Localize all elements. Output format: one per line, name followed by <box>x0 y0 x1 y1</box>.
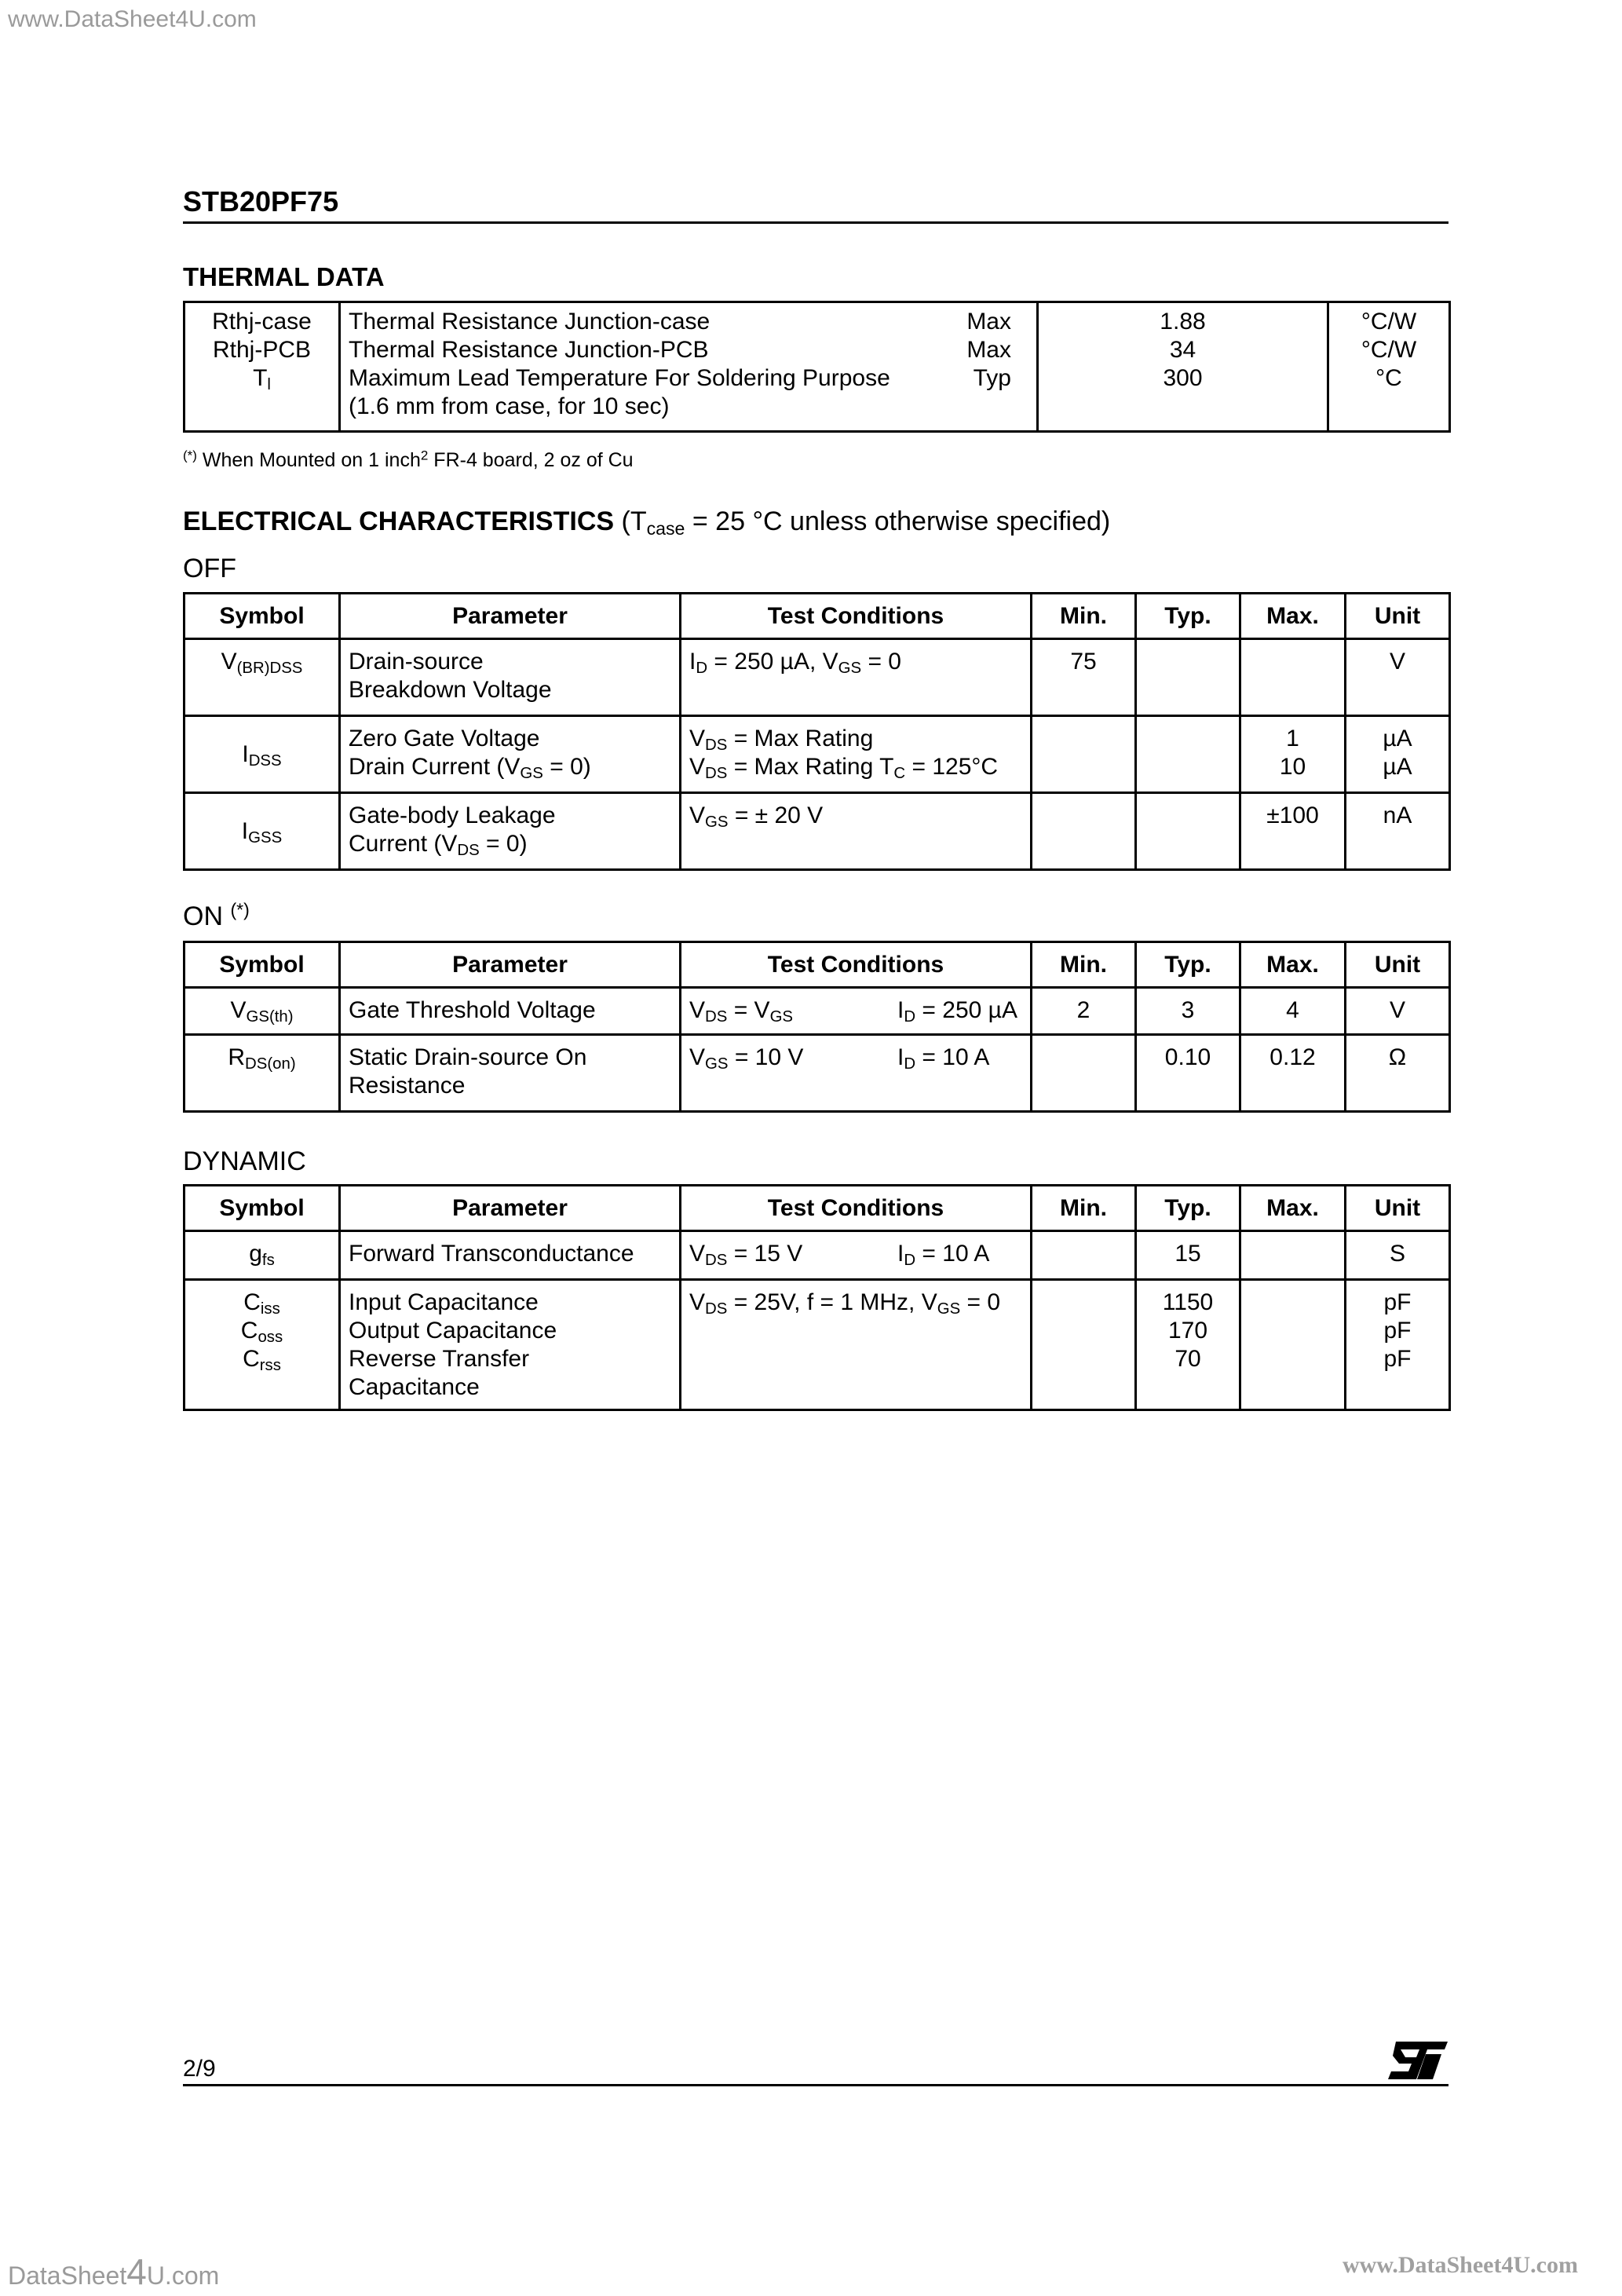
page-number: 2/9 <box>183 2056 216 2082</box>
max-cell <box>1240 1280 1346 1410</box>
parameter-cell: Gate-body Leakage Current $(V_{DS} = 0)$ <box>340 793 681 870</box>
symbol-cell: $C_{iss}$ $C_{oss}$ $C_{rss}$ <box>184 1280 340 1410</box>
typ-cell <box>1136 793 1240 870</box>
symbol-cell: $R_{DS(on)}$ <box>184 1035 340 1112</box>
col-symbol: Symbol <box>184 942 340 988</box>
col-parameter: Parameter <box>340 942 681 988</box>
thermal-param-cell <box>340 302 1038 432</box>
on-table <box>183 941 1451 1113</box>
thermal-unit-1: °C/W <box>1361 309 1417 335</box>
col-typ: Typ. <box>1136 1186 1240 1231</box>
min-cell <box>1032 1231 1136 1280</box>
col-max: Max. <box>1240 942 1346 988</box>
max-cell: 1 10 <box>1240 716 1346 793</box>
max-cell <box>1240 639 1346 716</box>
table-row <box>184 639 1450 716</box>
watermark-top: www.DataSheet4U.com <box>8 6 257 32</box>
col-parameter: Parameter <box>340 594 681 639</box>
col-parameter: Parameter <box>340 1186 681 1231</box>
unit-cell: µA µA <box>1346 716 1450 793</box>
col-typ: Typ. <box>1136 942 1240 988</box>
min-cell <box>1032 1280 1136 1410</box>
col-test-conditions: Test Conditions <box>681 594 1032 639</box>
col-symbol: Symbol <box>184 1186 340 1231</box>
thermal-title: THERMAL DATA <box>183 262 385 291</box>
footer-rule <box>183 2084 1448 2086</box>
unit-cell: S <box>1346 1231 1450 1280</box>
parameter-cell: Static Drain-source On Resistance <box>340 1035 681 1112</box>
max-cell <box>1240 1231 1346 1280</box>
max-cell: 4 <box>1240 988 1346 1035</box>
table-row <box>184 988 1450 1035</box>
thermal-sym-1: Rthj-case <box>212 309 312 335</box>
test-cell: $V_{DS}$ = Max Rating $V_{DS}$ = Max Rating $T_C = 125^\circ C$ <box>681 716 1032 793</box>
test-cell: $V_{GS}$ = ± 20 V <box>681 793 1032 870</box>
typ-cell: 1150 170 70 <box>1136 1280 1240 1410</box>
col-max: Max. <box>1240 1186 1346 1231</box>
test-cell: $V_{DS} = V_{GS}$ $I_D = 250$ µA <box>681 988 1032 1035</box>
thermal-unit-3: °C <box>1375 365 1402 391</box>
dynamic-title: DYNAMIC <box>183 1146 306 1176</box>
col-unit: Unit <box>1346 594 1450 639</box>
parameter-cell: Zero Gate Voltage Drain Current $(V_{GS} = 0)$ <box>340 716 681 793</box>
page-title: STB20PF75 <box>183 185 339 218</box>
off-title: OFF <box>183 554 236 583</box>
col-min: Min. <box>1032 1186 1136 1231</box>
table-row <box>184 793 1450 870</box>
typ-cell <box>1136 639 1240 716</box>
parameter-cell: Drain-source Breakdown Voltage <box>340 639 681 716</box>
thermal-param-3: Maximum Lead Temperature For Soldering Purpose Typ <box>349 365 1011 391</box>
st-logo-icon <box>1382 2038 1449 2082</box>
thermal-value-3: 300 <box>1163 365 1203 391</box>
symbol-cell: $V_{(BR)DSS}$ <box>184 639 340 716</box>
dynamic-table <box>183 1184 1451 1411</box>
thermal-symbol-cell <box>184 302 340 432</box>
off-table <box>183 592 1451 871</box>
max-cell: ±100 <box>1240 793 1346 870</box>
thermal-param-1: Thermal Resistance Junction-case Max <box>349 309 1011 335</box>
thermal-sym-2: Rthj-PCB <box>212 337 312 363</box>
thermal-value-1: 1.88 <box>1160 309 1206 335</box>
typ-cell: 15 <box>1136 1231 1240 1280</box>
col-min: Min. <box>1032 942 1136 988</box>
unit-cell: V <box>1346 988 1450 1035</box>
table-row <box>184 1280 1450 1410</box>
min-cell: 75 <box>1032 639 1136 716</box>
test-cell: $V_{DS} = 15$ V $I_D = 10$ A <box>681 1231 1032 1280</box>
col-max: Max. <box>1240 594 1346 639</box>
symbol-cell: $g_{fs}$ <box>184 1231 340 1280</box>
typ-cell <box>1136 716 1240 793</box>
typ-cell: 0.10 <box>1136 1035 1240 1112</box>
watermark-bottom-right: www.DataSheet4U.com <box>1343 2252 1578 2278</box>
unit-cell: V <box>1346 639 1450 716</box>
test-cell: $V_{DS} = 25V$, f = 1 MHz, $V_{GS} = 0$ <box>681 1280 1032 1410</box>
thermal-unit-2: °C/W <box>1361 337 1417 363</box>
electrical-title: ELECTRICAL CHARACTERISTICS ($T_{case} = 25$ °C unless otherwise specified) <box>183 506 1111 539</box>
unit-cell: nA <box>1346 793 1450 870</box>
max-cell: 0.12 <box>1240 1035 1346 1112</box>
col-symbol: Symbol <box>184 594 340 639</box>
thermal-value-cell <box>1038 302 1328 432</box>
table-row <box>184 716 1450 793</box>
thermal-param-3-line2: (1.6 mm from case, for 10 sec) <box>349 393 670 419</box>
watermark-bottom-left: DataSheet4U.com <box>8 2251 220 2292</box>
col-typ: Typ. <box>1136 594 1240 639</box>
min-cell <box>1032 716 1136 793</box>
min-cell <box>1032 793 1136 870</box>
unit-cell: pF pF pF <box>1346 1280 1450 1410</box>
thermal-footnote: (*) When Mounted on 1 inch$^2$ FR-4 board, 2 oz of Cu <box>183 448 634 471</box>
thermal-unit-cell <box>1328 302 1450 432</box>
test-cell: $I_D = 250$ µA, $V_{GS} = 0$ <box>681 639 1032 716</box>
col-unit: Unit <box>1346 1186 1450 1231</box>
min-cell: 2 <box>1032 988 1136 1035</box>
thermal-table <box>183 301 1451 433</box>
symbol-cell: $I_{DSS}$ <box>184 716 340 793</box>
parameter-cell: Forward Transconductance <box>340 1231 681 1280</box>
symbol-cell: $I_{GSS}$ <box>184 793 340 870</box>
col-test-conditions: Test Conditions <box>681 942 1032 988</box>
col-unit: Unit <box>1346 942 1450 988</box>
table-row <box>184 1035 1450 1112</box>
thermal-value-2: 34 <box>1169 337 1196 363</box>
on-title: ON (*) <box>183 899 250 931</box>
min-cell <box>1032 1035 1136 1112</box>
parameter-cell: Gate Threshold Voltage <box>340 988 681 1035</box>
test-cell: $V_{GS} = 10$ V $I_D = 10$ A <box>681 1035 1032 1112</box>
symbol-cell: $V_{GS(th)}$ <box>184 988 340 1035</box>
header-rule <box>183 221 1448 224</box>
thermal-param-2: Thermal Resistance Junction-PCB Max <box>349 337 1011 363</box>
typ-cell: 3 <box>1136 988 1240 1035</box>
unit-cell: Ω <box>1346 1035 1450 1112</box>
parameter-cell: Input Capacitance Output Capacitance Reverse Transfer Capacitance <box>340 1280 681 1410</box>
thermal-sym-3: $T_l$ <box>253 365 271 394</box>
table-row <box>184 1231 1450 1280</box>
col-min: Min. <box>1032 594 1136 639</box>
col-test-conditions: Test Conditions <box>681 1186 1032 1231</box>
